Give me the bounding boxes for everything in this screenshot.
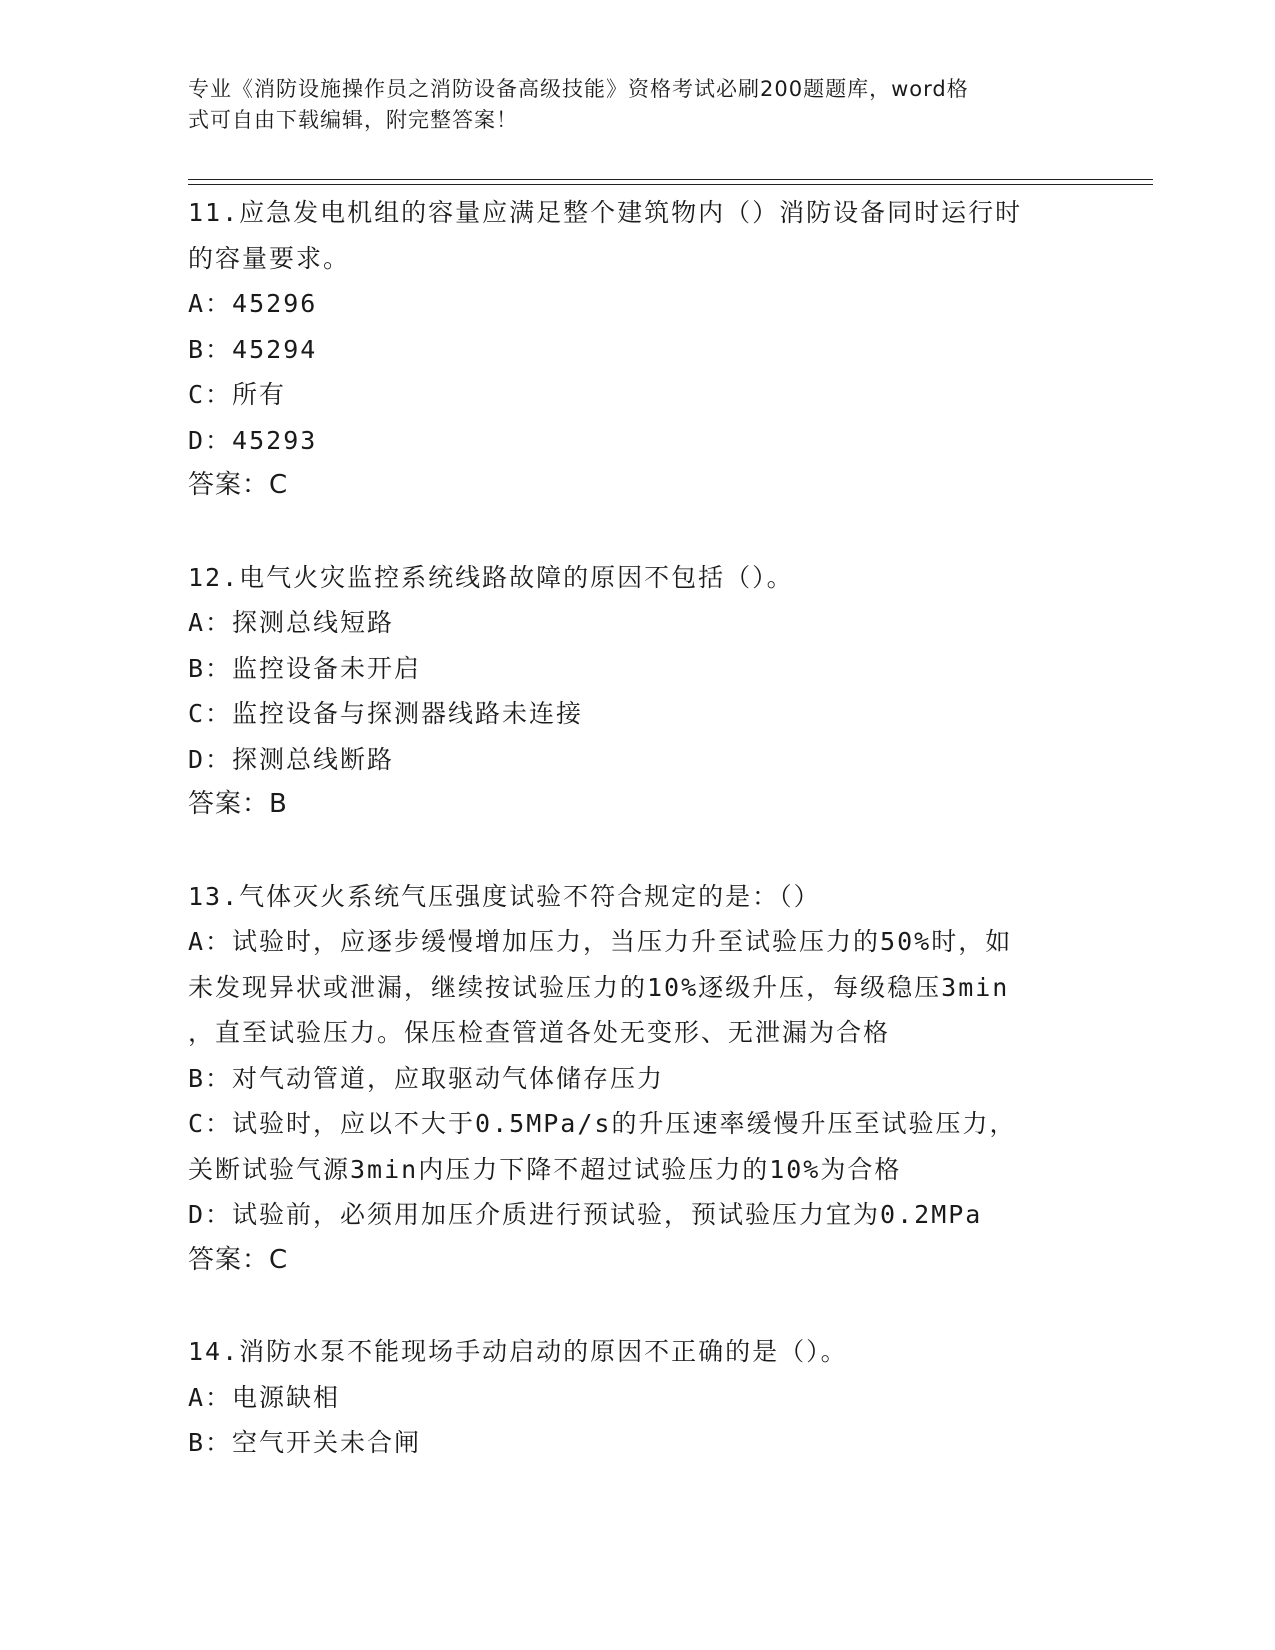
question-block bbox=[188, 190, 1088, 509]
question-block bbox=[188, 555, 1088, 828]
header-divider bbox=[188, 179, 1153, 180]
question-list bbox=[188, 190, 1088, 1466]
option-a: A：探测总线短路 bbox=[188, 608, 395, 637]
option-c-continued: 关断试验气源3min内压力下降不超过试验压力的10%为合格 bbox=[188, 1154, 902, 1184]
answer-line: 答案：C bbox=[188, 470, 289, 500]
answer-line: 答案：C bbox=[188, 1244, 289, 1275]
option-b: B：45294 bbox=[188, 334, 318, 364]
option-d: D：试验前，必须用加压介质进行预试验，预试验压力宜为0.2MPa bbox=[188, 1200, 983, 1229]
option-a: A：电源缺相 bbox=[188, 1382, 341, 1412]
header-divider bbox=[188, 184, 1153, 185]
question-stem: 14.消防水泵不能现场手动启动的原因不正确的是（）。 bbox=[188, 1337, 848, 1366]
question-stem: 12.电气火灾监控系统线路故障的原因不包括（）。 bbox=[188, 562, 794, 592]
option-c: C：试验时，应以不大于0.5MPa/s的升压速率缓慢升压至试验压力， bbox=[188, 1109, 1017, 1138]
option-c: C：所有 bbox=[188, 380, 287, 409]
question-stem: 13.气体灭火系统气压强度试验不符合规定的是：（） bbox=[188, 881, 821, 911]
question-block bbox=[188, 1329, 1088, 1466]
option-b: B：对气动管道，应取驱动气体储存压力 bbox=[188, 1063, 665, 1093]
option-a-continued: ，直至试验压力。保压检查管道各处无变形、无泄漏为合格 bbox=[188, 1018, 891, 1047]
document-header bbox=[188, 74, 1068, 136]
option-a-continued: 未发现异状或泄漏，继续按试验压力的10%逐级升压，每级稳压3min bbox=[188, 972, 1010, 1002]
option-c: C：监控设备与探测器线路未连接 bbox=[188, 699, 584, 728]
option-b: B：空气开关未合闸 bbox=[188, 1428, 422, 1457]
option-a: A：45296 bbox=[188, 289, 318, 318]
question-block bbox=[188, 874, 1088, 1284]
option-d: D：探测总线断路 bbox=[188, 744, 395, 774]
header-line: 专业《消防设施操作员之消防设备高级技能》资格考试必刷200题题库，word格 bbox=[188, 77, 969, 101]
question-stem: 11.应急发电机组的容量应满足整个建筑物内（）消防设备同时运行时 bbox=[188, 198, 1023, 227]
question-stem: 的容量要求。 bbox=[188, 243, 351, 273]
header-line: 式可自由下载编辑，附完整答案！ bbox=[188, 108, 518, 132]
option-d: D：45293 bbox=[188, 425, 318, 455]
option-a: A：试验时，应逐步缓慢增加压力，当压力升至试验压力的50%时，如 bbox=[188, 927, 1013, 956]
answer-line: 答案：B bbox=[188, 789, 288, 819]
option-b: B：监控设备未开启 bbox=[188, 653, 422, 683]
